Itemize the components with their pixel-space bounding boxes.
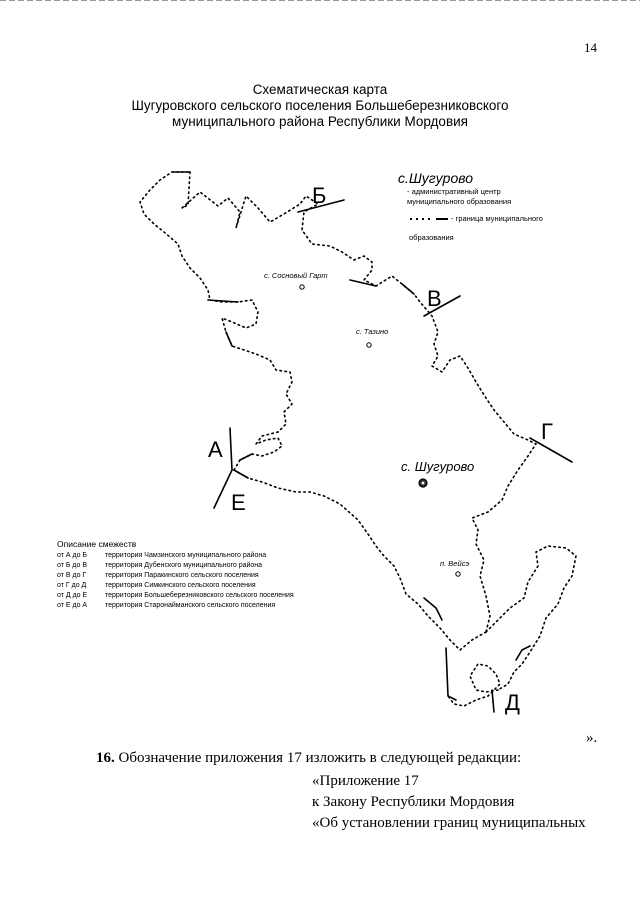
adjacency-row: от В до Г территория Паракинского сельского поселения	[57, 572, 259, 579]
item-text: Обозначение приложения 17 изложить в следующей редакции:	[118, 750, 522, 766]
point-label-a: А	[208, 437, 223, 462]
adjacency-title: Описание смежеств	[57, 539, 137, 549]
village-label-sosnovy-gart: с. Сосновый Гарт	[264, 271, 328, 280]
legend-border-desc: - граница муниципального	[451, 214, 543, 223]
adjacency-row: от А до Б территория Чамзинского муниципального района	[57, 552, 267, 559]
legend-border-symbol	[410, 218, 448, 220]
village-label-shugurovo: с. Шугурово	[401, 459, 475, 474]
legend-border-desc-2: образования	[409, 233, 454, 242]
map-title-line-1: Схематическая карта	[252, 82, 388, 97]
adjacency-row: от Д до Е территория Большеберезниковского сельского поселения	[57, 592, 294, 599]
appendix-line-2: к Закону Республики Мордовия	[312, 794, 515, 810]
adjacency-row: от Б до В территория Дубенского муниципального района	[57, 562, 263, 569]
point-a-connector	[230, 428, 232, 470]
point-label-g: Г	[541, 419, 553, 444]
appendix-heading	[312, 771, 586, 834]
village-label-veyse: п. Вейсэ	[440, 559, 470, 568]
closing-quote: ».	[586, 730, 598, 746]
item-number: 16.	[96, 750, 115, 766]
point-label-b: Б	[312, 183, 327, 208]
adjacency-row: от Е до А территория Старонайманского сельского поселения	[57, 602, 276, 609]
appendix-line-3: «Об установлении границ муниципальных	[312, 815, 586, 831]
point-d-connector	[492, 690, 494, 712]
map-title-line-3: муниципального района Республики Мордовия	[172, 114, 468, 129]
adjacency-row: от Г до Д территория Симкинского сельского поселения	[57, 582, 256, 589]
point-label-d: Д	[505, 690, 520, 715]
veyse-marker	[456, 572, 460, 576]
legend-center-desc: - административный центр муниципального образования	[407, 187, 512, 206]
sosnovy-gart-marker	[300, 285, 304, 289]
adjacency-list	[57, 551, 294, 611]
point-e-connector	[214, 470, 232, 508]
page-number: 14	[584, 40, 597, 55]
point-label-v: В	[427, 286, 442, 311]
point-label-e: Е	[231, 490, 246, 515]
legend-center-name: с.Шугурово	[398, 170, 474, 186]
tazino-marker	[367, 343, 371, 347]
map-title-line-2: Шугуровского сельского поселения Большеберезниковского	[131, 98, 509, 113]
appendix-line-1: «Приложение 17	[312, 773, 419, 789]
amendment-item	[96, 750, 521, 767]
village-label-tazino: с. Тазино	[356, 327, 389, 336]
